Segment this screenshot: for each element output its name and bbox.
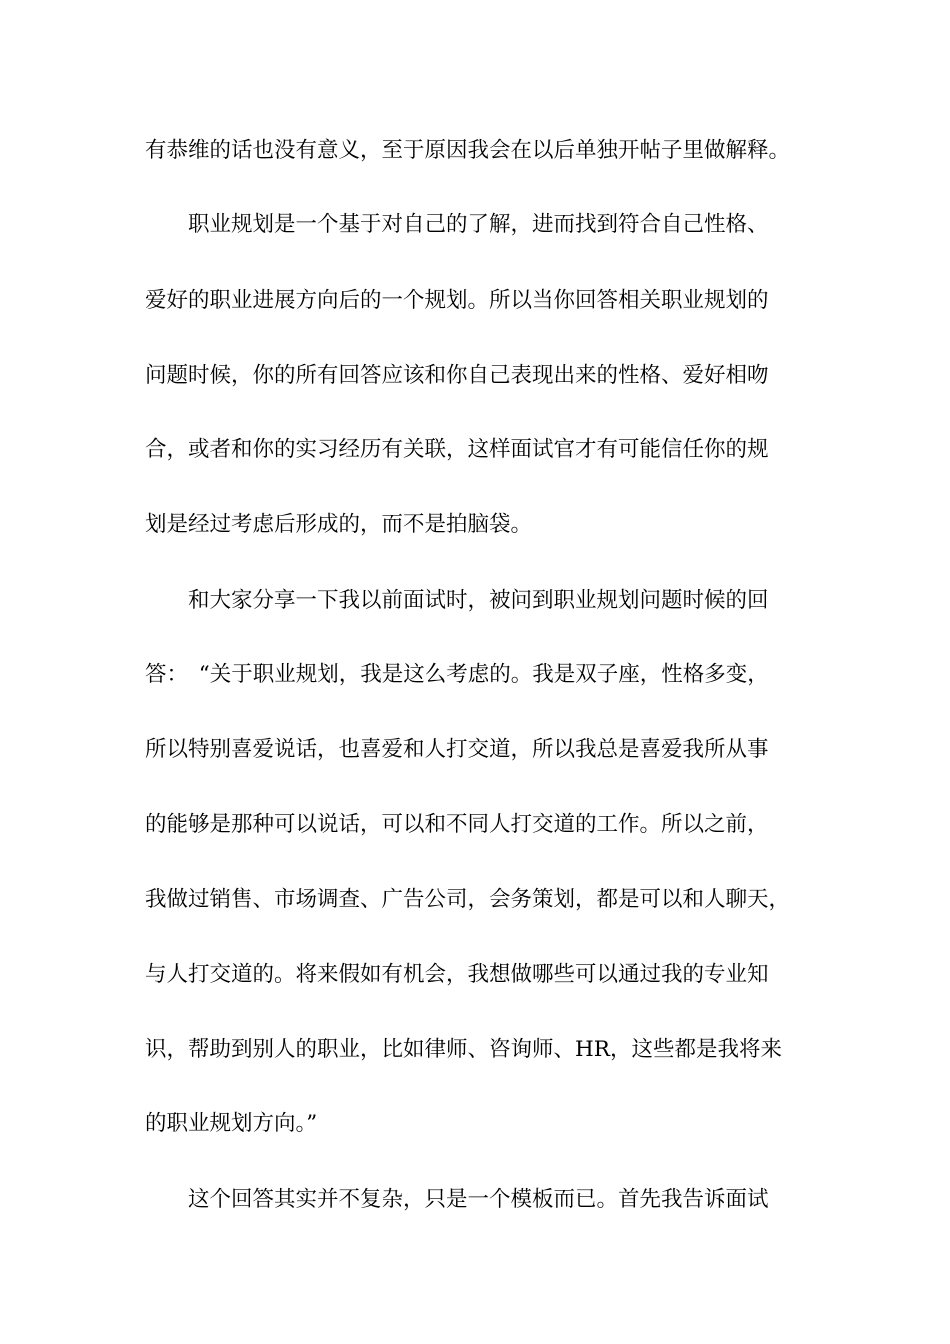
text-line-11: 我做过销售、市场调查、广告公司，会务策划，都是可以和人聊天， [145, 887, 791, 912]
text-line-10: 的能够是那种可以说话，可以和不同人打交道的工作。所以之前， [145, 812, 769, 837]
text-line-12: 与人打交道的。将来假如有机会，我想做哪些可以通过我的专业知 [145, 962, 769, 987]
text-line-13: 识，帮助到别人的职业，比如律师、咨询师、HR，这些都是我将来 [145, 1037, 782, 1062]
text-line-2: 职业规划是一个基于对自己的了解，进而找到符合自己性格、 [188, 212, 769, 237]
text-line-14: 的职业规划方向。” [145, 1111, 318, 1136]
text-line-15: 这个回答其实并不复杂，只是一个模板而已。首先我告诉面试 [188, 1187, 769, 1212]
text-line-8: 答： “关于职业规划，我是这么考虑的。我是双子座，性格多变， [145, 662, 769, 687]
text-line-4: 问题时候，你的所有回答应该和你自己表现出来的性格、爱好相吻 [145, 363, 769, 388]
text-line-9: 所以特别喜爱说话，也喜爱和人打交道，所以我总是喜爱我所从事 [145, 737, 769, 762]
text-line-1: 有恭维的话也没有意义，至于原因我会在以后单独开帖子里做解释。 [145, 138, 791, 163]
text-line-5: 合，或者和你的实习经历有关联，这样面试官才有可能信任你的规 [145, 437, 769, 462]
text-line-6: 划是经过考虑后形成的，而不是拍脑袋。 [145, 512, 533, 537]
text-line-7: 和大家分享一下我以前面试时，被问到职业规划问题时候的回 [188, 588, 769, 613]
text-line-3: 爱好的职业进展方向后的一个规划。所以当你回答相关职业规划的 [145, 288, 769, 313]
